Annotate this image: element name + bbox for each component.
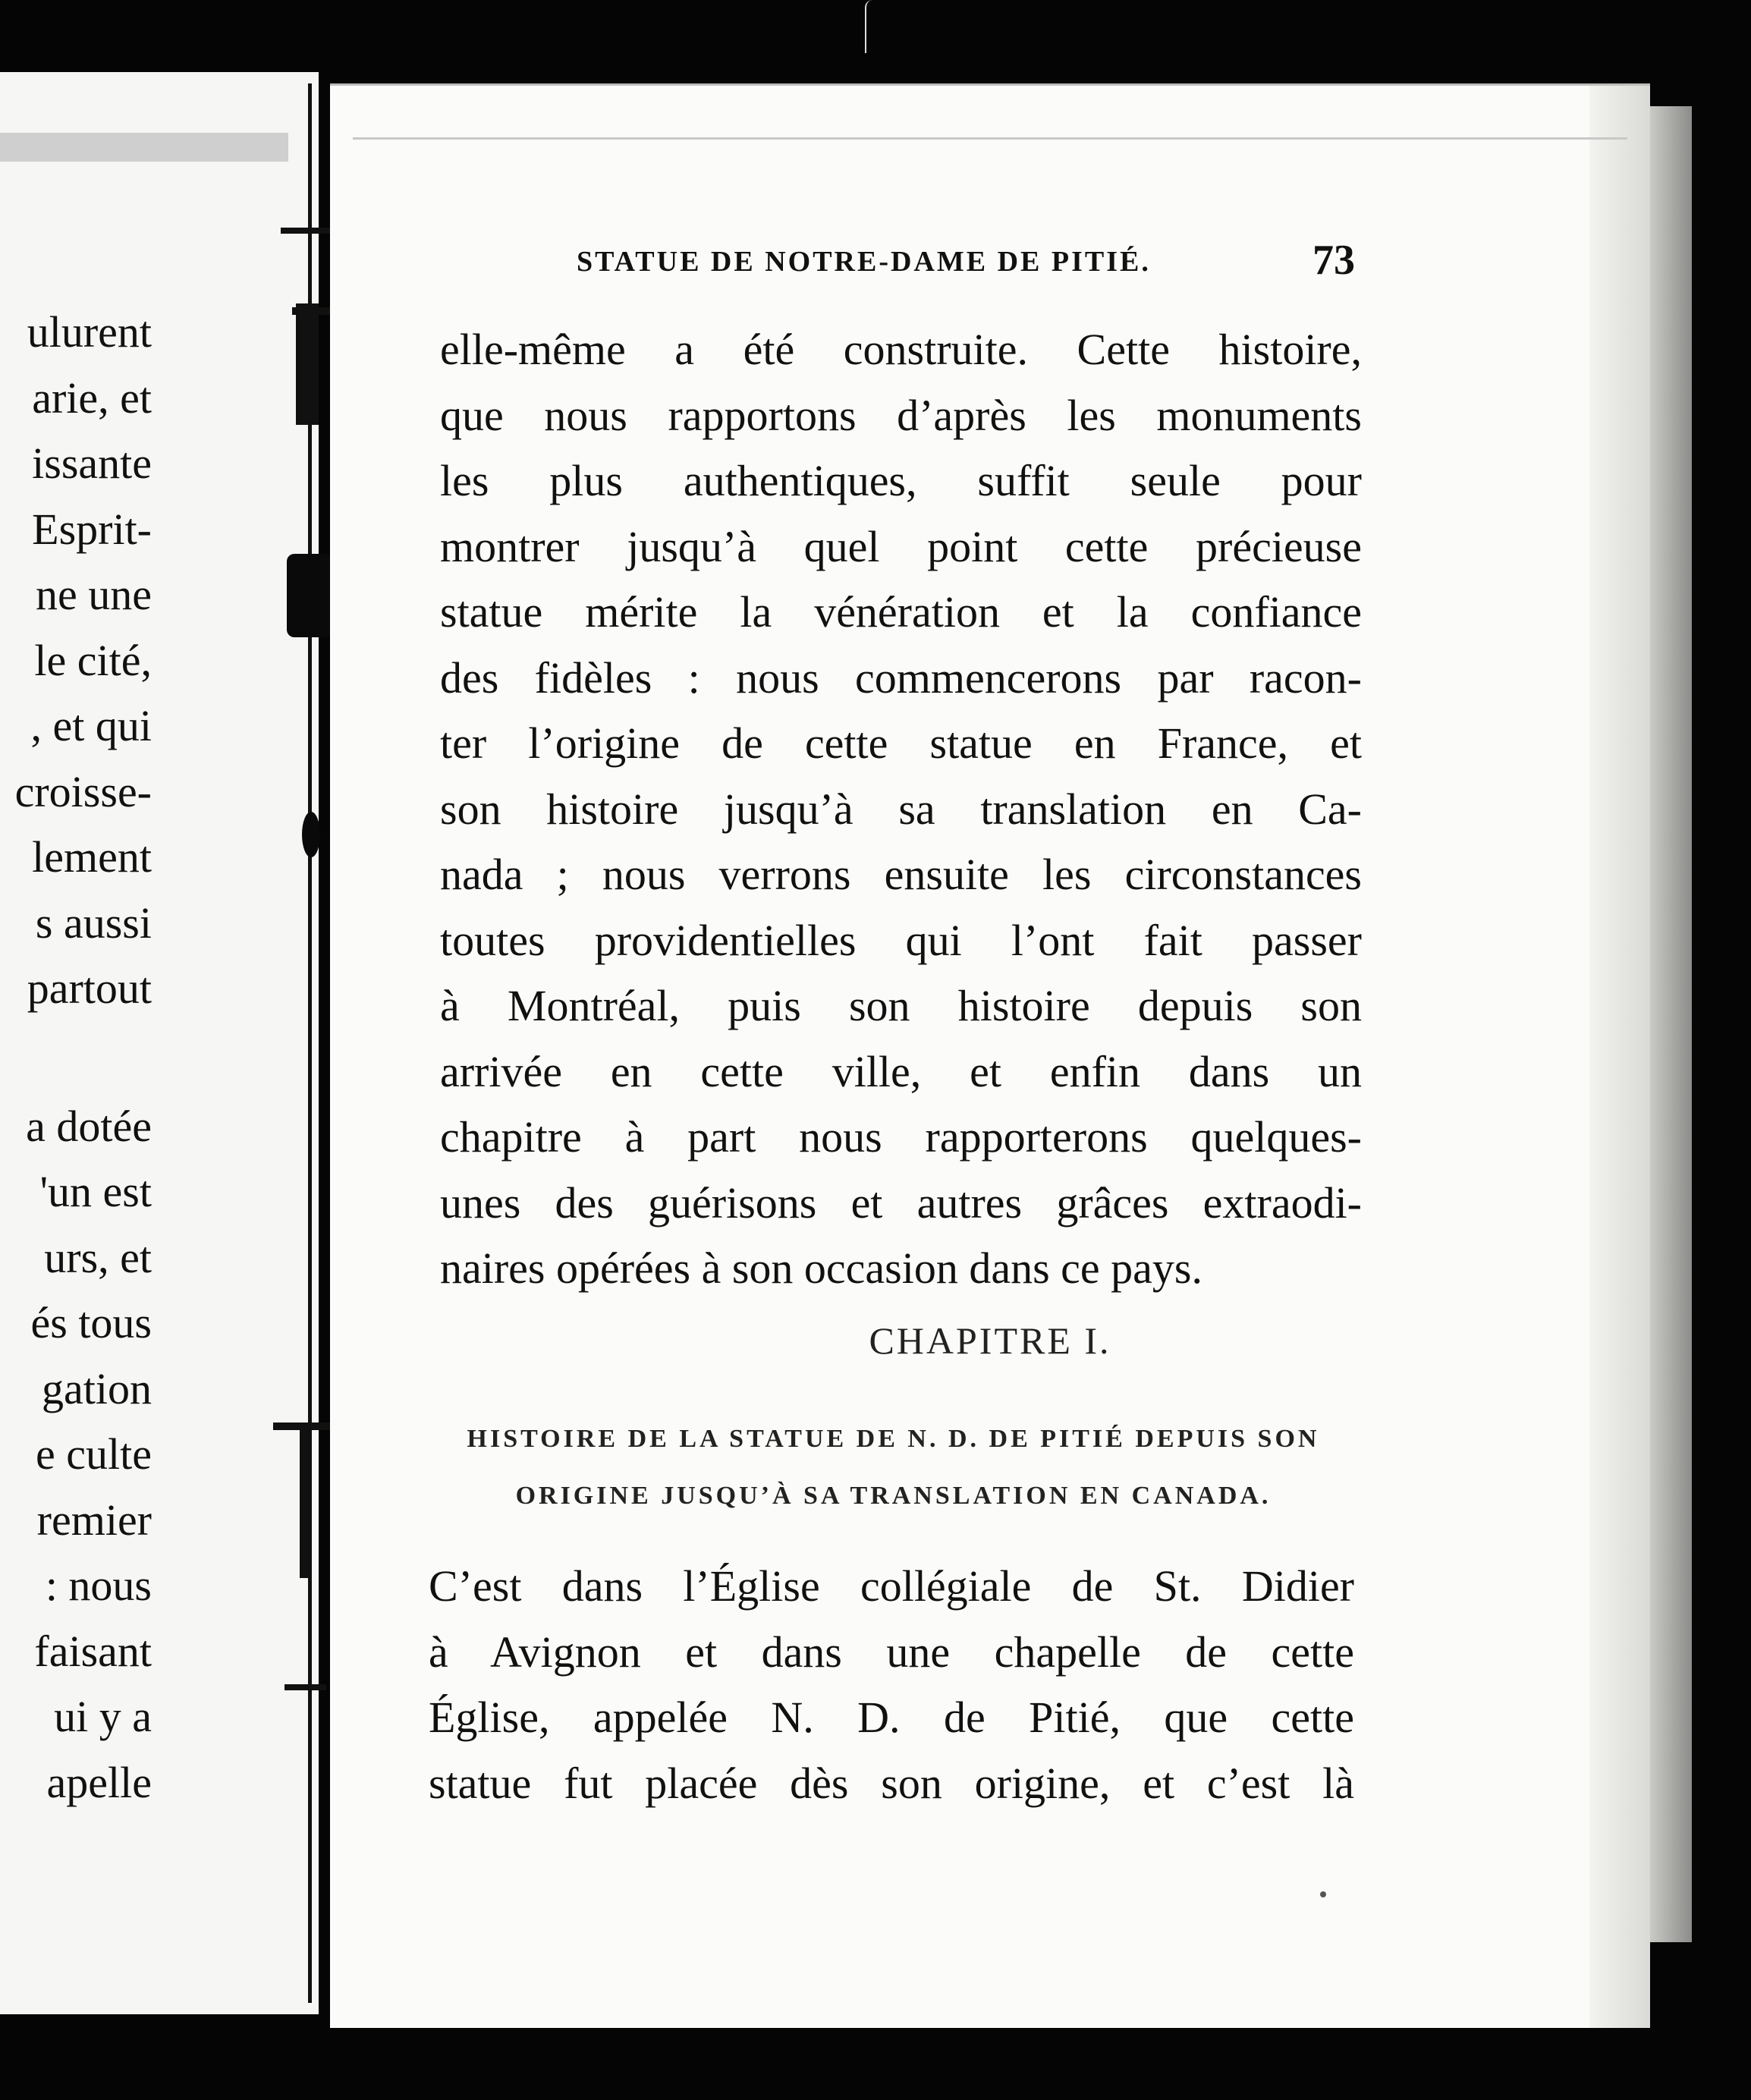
text-line: gation — [42, 1363, 152, 1413]
text-line: , et qui — [30, 701, 152, 750]
text-line: Esprit- — [32, 504, 152, 554]
binding-knot — [302, 812, 320, 857]
text-line: à Montréal, puis son histoire depuis son — [440, 981, 1362, 1030]
text-line: apelle — [46, 1757, 152, 1807]
text-line: a dotée — [26, 1101, 152, 1151]
text-line: que nous rapportons d’après les monuments — [440, 390, 1362, 440]
running-head: STATUE DE NOTRE-DAME DE PITIÉ. — [577, 246, 1151, 278]
text-line: lement — [32, 832, 152, 882]
text-line: naires opérées à son occasion dans ce pays. — [440, 1243, 1202, 1293]
binding-stitch — [296, 303, 319, 425]
text-line: e culte — [36, 1429, 152, 1479]
text-line: ter l’origine de cette statue en France, et — [440, 718, 1362, 768]
paragraph-1 — [440, 317, 1362, 1302]
text-line: unes des guérisons et autres grâces extraodi- — [440, 1177, 1362, 1228]
binding-knot — [287, 554, 332, 637]
text-line: és tous — [30, 1298, 152, 1347]
page-top-rule — [353, 137, 1627, 140]
text-line: ulurent — [27, 307, 152, 357]
text-line: toutes providentielles qui l’ont fait passer — [440, 915, 1362, 965]
text-line: C’est dans l’Église collégiale de St. Didier — [429, 1561, 1354, 1611]
left-page-top-edge — [0, 133, 288, 162]
text-line — [0, 1022, 152, 1094]
binding-stitch — [300, 1426, 310, 1578]
text-line: son histoire jusqu’à sa translation en Ca- — [440, 784, 1362, 834]
text-line: s aussi — [35, 898, 152, 948]
text-line: statue mérite la vénération et la confiance — [440, 587, 1362, 637]
text-line: statue fut placée dès son origine, et c’est là — [429, 1758, 1354, 1808]
text-line: croisse- — [14, 766, 152, 816]
text-line: les plus authentiques, suffit seule pour — [440, 456, 1362, 505]
left-page — [0, 72, 319, 2014]
paragraph-2 — [429, 1554, 1354, 1816]
text-line: partout — [27, 964, 152, 1013]
binding-stitch — [284, 1684, 326, 1690]
page-stack-edge — [1650, 106, 1692, 1942]
text-line: remier — [36, 1495, 152, 1545]
page-curl-shadow — [1589, 86, 1650, 2028]
text-line: arie, et — [32, 373, 152, 423]
text-line: elle-même a été construite. Cette histoire, — [440, 325, 1362, 374]
chapter-title: CHAPITRE I. — [869, 1319, 1111, 1362]
page-number: 73 — [1312, 237, 1355, 284]
text-line: faisant — [34, 1626, 152, 1676]
text-line: ui y a — [54, 1692, 152, 1741]
text-line: chapitre à part nous rapporterons quelques- — [440, 1112, 1362, 1162]
text-line: montrer jusqu’à quel point cette précieuse — [440, 521, 1362, 571]
chapter-subtitle-line-2: ORIGINE JUSQU’À SA TRANSLATION EN CANADA. — [515, 1482, 1272, 1510]
text-line: ne une — [36, 570, 152, 619]
left-page-text — [0, 300, 152, 1815]
text-line: Église, appelée N. D. de Pitié, que cette — [429, 1693, 1354, 1742]
text-line: : nous — [45, 1561, 152, 1610]
ink-speck — [1320, 1891, 1326, 1897]
text-line: 'un est — [39, 1167, 152, 1216]
text-line: issante — [32, 439, 152, 488]
text-line: à Avignon et dans une chapelle de cette — [429, 1627, 1354, 1677]
text-line: le cité, — [34, 635, 152, 685]
text-line: arrivée en cette ville, et enfin dans un — [440, 1046, 1362, 1096]
scan-edge-arc — [865, 0, 872, 53]
binding-stitch — [281, 228, 334, 234]
text-line: urs, et — [44, 1232, 152, 1282]
chapter-subtitle-line-1: HISTOIRE DE LA STATUE DE N. D. DE PITIÉ DEPUIS SON — [467, 1425, 1320, 1453]
text-line: nada ; nous verrons ensuite les circonstances — [440, 850, 1362, 899]
right-page — [330, 83, 1650, 2028]
text-line: des fidèles : nous commencerons par racon- — [440, 652, 1362, 703]
